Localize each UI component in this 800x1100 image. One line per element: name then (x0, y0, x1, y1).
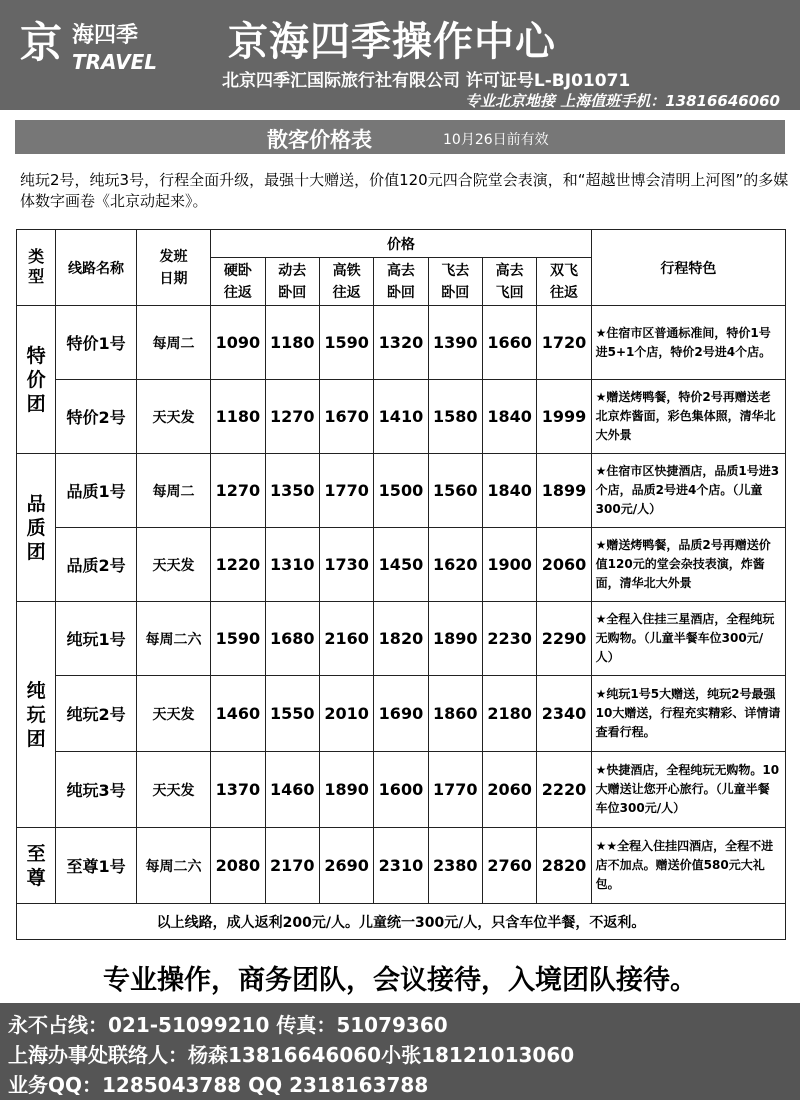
price-cell: 1460 (211, 676, 265, 752)
price-cell: 1590 (211, 602, 265, 676)
price-cell: 2170 (265, 828, 319, 904)
departure-date: 每周二 (136, 454, 210, 528)
price-cell: 1890 (319, 752, 373, 828)
price-cell: 1390 (428, 306, 482, 380)
features-cell: ★住宿市区普通标准间，特价1号进5+1个店，特价2号进4个店。 (591, 306, 785, 380)
price-cell: 2290 (537, 602, 591, 676)
departure-date: 每周二六 (136, 602, 210, 676)
features-cell: ★赠送烤鸭餐，品质2号再赠送价值120元的堂会杂技表演，炸酱面，清华北大外景 (591, 528, 785, 602)
price-cell: 2220 (537, 752, 591, 828)
price-cell: 1460 (265, 752, 319, 828)
price-cell: 1560 (428, 454, 482, 528)
logo-mark: 京 (20, 18, 63, 67)
rebate-note: 以上线路，成人返利200元/人。儿童统一300元/人，只含车位半餐，不返利。 (17, 904, 786, 940)
table-row (17, 676, 786, 752)
price-cell: 1820 (374, 602, 428, 676)
table-row (17, 828, 786, 904)
category-label: 至尊 (26, 842, 46, 889)
category-cell (17, 454, 56, 602)
logo-cn-text: 海四季 (72, 22, 139, 48)
company-logo (20, 10, 170, 85)
price-cell: 1270 (211, 454, 265, 528)
table-row (17, 380, 786, 454)
price-col-header (319, 258, 373, 306)
hotline-text: 专业北京地接 上海值班手机：13816646060 (464, 92, 780, 110)
price-col-header-text: 飞去卧回 (441, 262, 470, 301)
price-cell: 1550 (265, 676, 319, 752)
price-cell: 2820 (537, 828, 591, 904)
price-cell: 1860 (428, 676, 482, 752)
price-cell: 1590 (319, 306, 373, 380)
features-cell: ★快捷酒店，全程纯玩无购物。10大赠送让您开心旅行。（儿童半餐车位300元/人） (591, 752, 785, 828)
footer (0, 1003, 800, 1100)
price-col-header-text: 高铁往返 (332, 262, 361, 301)
price-cell: 1270 (265, 380, 319, 454)
price-col-header (265, 258, 319, 306)
price-cell: 2010 (319, 676, 373, 752)
table-row (17, 752, 786, 828)
slogan: 专业操作，商务团队，会议接待，入境团队接待。 (103, 965, 697, 996)
departure-date: 每周二六 (136, 828, 210, 904)
price-cell: 1580 (428, 380, 482, 454)
route-name: 纯玩3号 (56, 752, 137, 828)
price-cell: 1730 (319, 528, 373, 602)
intro-text: 纯玩2号，纯玩3号，行程全面升级，最强十大赠送，价值120元四合院堂会表演，和“超越世博会清明上河图”的多媒体数字画卷《北京动起来》。 (20, 171, 789, 210)
departure-date: 天天发 (136, 752, 210, 828)
table-row (17, 454, 786, 528)
price-cell: 1840 (482, 380, 536, 454)
page-title: 京海四季操作中心 (228, 19, 556, 65)
features-cell: ★★全程入住挂四酒店，全程不进店不加点。赠送价值580元大礼包。 (591, 828, 785, 904)
price-cell: 2060 (482, 752, 536, 828)
features-cell: ★全程入住挂三星酒店，全程纯玩无购物。（儿童半餐车位300元/人） (591, 602, 785, 676)
price-cell: 1720 (537, 306, 591, 380)
price-cell: 1900 (482, 528, 536, 602)
price-cell: 1500 (374, 454, 428, 528)
logo-en-text: TRAVEL (72, 50, 158, 74)
price-col-header (482, 258, 536, 306)
footer-contact: 上海办事处联络人：杨森13816646060小张18121013060 (8, 1043, 575, 1067)
price-cell: 1899 (537, 454, 591, 528)
header-type (17, 230, 56, 306)
price-banner (15, 120, 785, 154)
price-cell: 1660 (482, 306, 536, 380)
price-cell: 1220 (211, 528, 265, 602)
route-name: 至尊1号 (56, 828, 137, 904)
price-cell: 1999 (537, 380, 591, 454)
price-cell: 1320 (374, 306, 428, 380)
price-col-header (428, 258, 482, 306)
price-cell: 1670 (319, 380, 373, 454)
table-row (17, 602, 786, 676)
price-table (16, 229, 786, 940)
price-cell: 1770 (319, 454, 373, 528)
departure-date: 天天发 (136, 676, 210, 752)
route-name: 特价1号 (56, 306, 137, 380)
price-cell: 1680 (265, 602, 319, 676)
price-cell: 1310 (265, 528, 319, 602)
price-cell: 1180 (265, 306, 319, 380)
banner-title: 散客价格表 (267, 128, 372, 152)
validity-text: 10月26日前有效 (443, 132, 549, 148)
price-cell: 2690 (319, 828, 373, 904)
footer-phone: 永不占线：021-51099210 传真：51079360 (8, 1013, 448, 1037)
price-cell: 2380 (428, 828, 482, 904)
category-cell (17, 602, 56, 828)
table-row (17, 306, 786, 380)
price-cell: 2080 (211, 828, 265, 904)
price-cell: 1840 (482, 454, 536, 528)
route-name: 品质2号 (56, 528, 137, 602)
price-col-header-text: 高去飞回 (495, 262, 524, 301)
price-cell: 1410 (374, 380, 428, 454)
price-col-header (537, 258, 591, 306)
price-cell: 2340 (537, 676, 591, 752)
price-cell: 1370 (211, 752, 265, 828)
price-col-header-text: 高去卧回 (386, 262, 415, 301)
category-label: 纯玩团 (26, 679, 46, 750)
departure-date: 天天发 (136, 528, 210, 602)
price-col-header (211, 258, 265, 306)
route-name: 特价2号 (56, 380, 137, 454)
header-price: 价格 (211, 230, 591, 258)
price-cell: 1770 (428, 752, 482, 828)
price-col-header (374, 258, 428, 306)
category-label: 品质团 (26, 492, 46, 563)
price-cell: 2230 (482, 602, 536, 676)
header-date (136, 230, 210, 306)
features-cell: ★纯玩1号5大赠送，纯玩2号最强10大赠送，行程充实精彩、详情请查看行程。 (591, 676, 785, 752)
price-cell: 2160 (319, 602, 373, 676)
footer-qq: 业务QQ：1285043788 QQ 2318163788 (8, 1073, 429, 1097)
company-license: 北京四季汇国际旅行社有限公司 许可证号L-BJ01071 (222, 71, 631, 91)
departure-date: 每周二 (136, 306, 210, 380)
price-cell: 1690 (374, 676, 428, 752)
header-features: 行程特色 (591, 230, 785, 306)
header-date-text: 发班日期 (159, 248, 188, 287)
price-cell: 2060 (537, 528, 591, 602)
price-col-header-text: 动去卧回 (278, 262, 307, 301)
category-label: 特价团 (26, 344, 46, 415)
header (0, 0, 800, 110)
price-cell: 1620 (428, 528, 482, 602)
price-cell: 2760 (482, 828, 536, 904)
price-col-header-text: 硬卧往返 (223, 262, 252, 301)
price-cell: 1600 (374, 752, 428, 828)
category-cell (17, 306, 56, 454)
features-cell: ★赠送烤鸭餐，特价2号再赠送老北京炸酱面，彩色集体照，清华北大外景 (591, 380, 785, 454)
price-cell: 1890 (428, 602, 482, 676)
price-cell: 2310 (374, 828, 428, 904)
price-cell: 1350 (265, 454, 319, 528)
price-cell: 1450 (374, 528, 428, 602)
route-name: 品质1号 (56, 454, 137, 528)
price-col-header-text: 双飞往返 (549, 262, 578, 301)
price-cell: 2180 (482, 676, 536, 752)
features-cell: ★住宿市区快捷酒店，品质1号进3个店，品质2号进4个店。（儿童300元/人） (591, 454, 785, 528)
header-type-text: 类型 (28, 246, 45, 286)
route-name: 纯玩1号 (56, 602, 137, 676)
route-name: 纯玩2号 (56, 676, 137, 752)
departure-date: 天天发 (136, 380, 210, 454)
header-route: 线路名称 (56, 230, 137, 306)
table-row (17, 528, 786, 602)
category-cell (17, 828, 56, 904)
price-cell: 1180 (211, 380, 265, 454)
price-cell: 1090 (211, 306, 265, 380)
